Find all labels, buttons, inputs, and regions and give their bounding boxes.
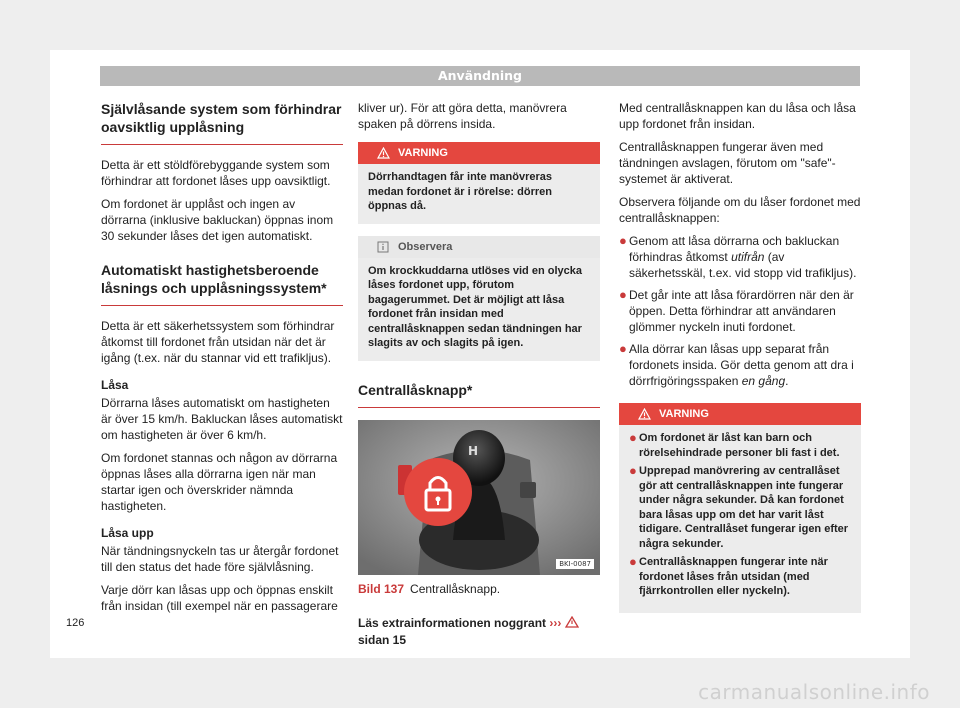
warning-label: VARNING <box>398 147 448 159</box>
lock-callout <box>404 458 472 526</box>
paragraph: Centrallåsknappen fungerar även med tändningen avslagen, förutom om "safe"-systemet är aktiverat. <box>619 140 836 186</box>
bullet-icon: ● <box>629 554 637 569</box>
paragraph: Dörrarna låses automatiskt om hastigheten är över 15 km/h. Bakluckan låses automatiskt om hastigheten är över 6 km/h. <box>101 396 343 442</box>
subheading-lasa: Låsa <box>101 378 129 392</box>
warning-text: Dörrhandtagen får inte manövreras medan fordonet är i rörelse: dörren öppnas då. <box>358 164 600 224</box>
warning-triangle-icon <box>565 616 579 632</box>
warning-label: VARNING <box>659 408 709 420</box>
paragraph: Detta är ett säkerhetssystem som förhindrar åtkomst till fordonet från utsidan när det är igång (t.ex. när du stannar vid ett trafikljus). <box>101 319 335 365</box>
page-number: 126 <box>66 617 85 629</box>
list-item: ● Centrallåsknappen fungerar inte när fordonet låses från utsidan (med fjärrkontrollen eller nyckeln). <box>629 554 828 597</box>
page-header: Användning <box>100 66 860 86</box>
paragraph: Med centrallåsknappen kan du låsa och låsa upp fordonet från insidan. <box>619 101 856 131</box>
paragraph: Observera följande om du låser fordonet med centrallåsknappen: <box>619 195 861 225</box>
paragraph: Varje dörr kan låsas upp och öppnas enskilt från insidan (till exempel när en passagerare <box>101 583 338 613</box>
figure-number: Bild 137 <box>358 581 405 596</box>
read-more: Läs extrainformationen noggrant ››› sidan 15 <box>358 615 600 648</box>
paragraph: Om fordonet stannas och någon av dörrarna öppnas låses alla dörrarna igen när man startar igen och överskrider nämnda hastigheten. <box>101 451 338 513</box>
warning-header <box>358 142 600 164</box>
figure-caption-text: Centrallåsknapp. <box>410 581 501 596</box>
note-box <box>358 236 600 361</box>
bullet-icon: ● <box>619 341 627 356</box>
section-title-speed-locking: Automatiskt hastighetsberoende låsnings och upplåsningssystem* <box>101 261 343 306</box>
warning-box <box>358 142 600 224</box>
note-label: Observera <box>398 240 453 253</box>
column-2 <box>358 100 600 648</box>
column-3 <box>619 100 861 625</box>
bullet-icon: ● <box>629 463 637 478</box>
watermark: carmanualsonline.info <box>698 680 930 704</box>
column-1 <box>101 100 343 621</box>
figure-central-lock-button <box>358 420 600 575</box>
list-item: ● Det går inte att låsa förardörren när den är öppen. Detta förhindrar att användaren glömmer nyckeln inuti fordonet. <box>619 287 854 334</box>
gear-console-illustration <box>358 420 600 575</box>
bullet-icon: ● <box>619 287 627 302</box>
paragraph: När tändningsnyckeln tas ur återgår fordonet till den status det hade före självlåsning. <box>101 544 339 574</box>
arrows-icon: ››› <box>549 615 562 630</box>
info-icon <box>376 241 390 253</box>
paragraph: Detta är ett stöldförebyggande system som förhindrar att fordonet låses upp oavsiktligt. <box>101 158 331 188</box>
list-item: ● Genom att låsa dörrarna och bakluckan förhindras åtkomst utifrån (av säkerhetsskäl, t.ex. vid stopp vid trafikljus). <box>619 233 857 280</box>
svg-text:H: H <box>468 443 479 458</box>
warning-header <box>619 403 861 425</box>
figure-caption <box>358 581 600 597</box>
subheading-lasa-upp: Låsa upp <box>101 526 154 540</box>
bullet-icon: ● <box>619 233 627 248</box>
warning-triangle-icon <box>376 147 390 159</box>
note-header <box>358 236 600 258</box>
paragraph: kliver ur). För att göra detta, manövrera spaken på dörrens insida. <box>358 101 567 131</box>
paragraph: Om fordonet är upplåst och ingen av dörrarna (inklusive bakluckan) öppnas inom 30 sekunder låses det igen automatiskt. <box>101 197 334 243</box>
list-item: ● Upprepad manövrering av centrallåset gör att centrallåsknappen inte fungerar under några sekunder. Då kan fordonet bara låsas upp om det har varit låst tidigare. Centrallåset fungerar igen efter några sekunder. <box>629 463 849 550</box>
note-text: Om krockkuddarna utlöses vid en olycka låses fordonet upp, förutom bagagerummet. Det är möjligt att låsa fordonet från insidan med centrallåsknappen sedan tändningen har slagits av och slagits på igen. <box>358 258 600 361</box>
warning-box <box>619 403 861 613</box>
list-item: ● Om fordonet är låst kan barn och rörelsehindrade personer bli fast i det. <box>629 430 840 459</box>
warning-triangle-icon <box>637 408 651 420</box>
read-more-page-link[interactable]: sidan 15 <box>358 632 407 647</box>
section-title-self-locking: Självlåsande system som förhindrar oavsiktlig upplåsning <box>101 100 343 145</box>
list-item: ● Alla dörrar kan låsas upp separat från fordonets insida. Gör detta genom att dra i dörrfrigöringsspaken en gång. <box>619 341 854 388</box>
bullet-icon: ● <box>629 430 637 445</box>
section-title-central-lock: Centrallåsknapp* <box>358 381 600 408</box>
warning-body <box>619 425 861 613</box>
figure-code: BKI-0087 <box>556 559 594 569</box>
